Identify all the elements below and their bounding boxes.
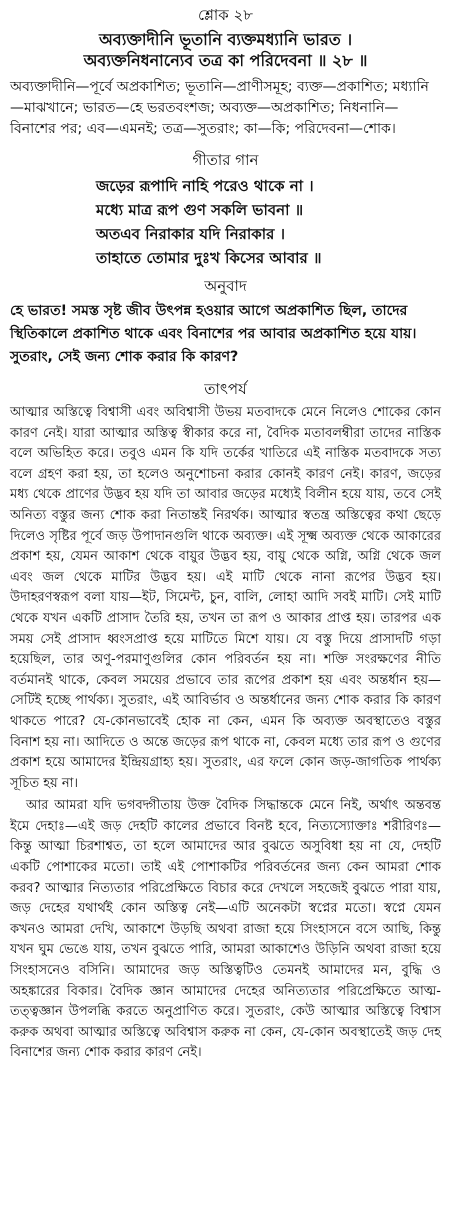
purport-body xyxy=(10,403,441,1064)
verse-line-1: অব্যক্তাদীনি ভূতানি ব্যক্তমধ্যানি ভারত । xyxy=(98,30,353,49)
purport-paragraph: আর আমরা যদি ভগবদ্গীতায় উক্ত বৈদিক সিদ্ধান্তকে মেনে নিই, অর্থাৎ অন্তবন্ত ইমে দেহাঃ—এই জড় দেহটি কালের প্রভাবে বিনষ্ট হবে, নিত্যস্যোক্তাঃ শরীরিণঃ—কিন্তু আত্মা চিরশাশ্বত, তা হলে আমাদের আর বুঝতে অসুবিধা হয় না যে, দেহটি একটি পোশাকের মতো। তাই এই পোশাকটির পরিবর্তনের জন্য কেন আমরা শোক করব? আত্মার নিত্যতার পরিপ্রেক্ষিতে বিচার করে দেখলে সহজেই বুঝতে পারা যায়, জড় দেহের যথার্থই কোন অস্তিত্ব নেই—এটি অনেকটা স্বপ্নের মতো। স্বপ্নে যেমন কখনও আমরা দেখি, আকাশে উড়ছি অথবা রাজা হয়ে সিংহাসনে বসে আছি, কিন্তু যখন ঘুম ভেঙে যায়, তখন বুঝতে পারি, আমরা আকাশেও উড়িনি অথবা রাজা হয়ে সিংহাসনেও বসিনি। আমাদের জড় অস্তিত্বটিও তেমনই আমাদের মন, বুদ্ধি ও অহঙ্কারের বিকার। বৈদিক জ্ঞান আমাদের দেহের অনিত্যতার পরিপ্রেক্ষিতে আত্ম-তত্ত্বজ্ঞান উপলব্ধি করতে অনুপ্রাণিত করে। সুতরাং, কেউ আত্মার অস্তিত্বে বিশ্বাস করুক অথবা আত্মার অস্তিত্বে অবিশ্বাস করুক না কেন, যে-কোন অবস্থাতেই জড় দেহ বিনাশের জন্য শোক করার কারণ নেই। xyxy=(10,798,441,1061)
verse-line-2: অব্যক্তনিধনান্যেব তত্র কা পরিদেবনা ॥ ২৮ ॥ xyxy=(83,51,368,70)
sloka-heading: শ্লোক ২৮ xyxy=(198,6,253,24)
translation-heading: অনুবাদ xyxy=(204,277,247,295)
song-verses xyxy=(96,174,441,270)
purport-paragraph: আত্মার অস্তিত্বে বিশ্বাসী এবং অবিশ্বাসী উভয় মতবাদকে মেনে নিলেও শোকের কোন কারণ নেই। যারা আত্মার অস্তিত্ব স্বীকার করে না, বৈদিক মতাবলম্বীরা তাদের নাস্তিক বলে অভিহিত করে। তবুও এমন কি যদি তর্কের খাতিরে এই নাস্তিক মতবাদকে সত্য বলে গ্রহণ করা হয়, তা হলেও অনুশোচনা করার কোনই কারণ নেই। কারণ, জড়ের মধ্য থেকে প্রাণের উদ্ভব হয় যদি তা আবার জড়ের মধ্যেই বিলীন হয়ে যায়, তবে সেই অনিত্য বস্তুর জন্য শোক করা নিতান্তই নিরর্থক। আত্মার স্বতন্ত্র অস্তিত্বের কথা ছেড়ে দিলেও সৃষ্টির পূর্বে জড় উপাদানগুলি থাকে অব্যক্ত। এই সূক্ষ্ম অব্যক্ত থেকে আকারের প্রকাশ হয়, যেমন আকাশ থেকে বায়ুর উদ্ভব হয়, বায়ু থেকে অগ্নি, অগ্নি থেকে জল এবং জল থেকে মাটির উদ্ভব হয়। এই মাটি থেকে নানা রূপের উদ্ভব হয়। উদাহরণস্বরূপ বলা যায়—ইট, সিমেন্ট, চুন, বালি, লোহা আদি সবই মাটি। সেই মাটি থেকে যখন একটি প্রাসাদ তৈরি হয়, তখন তা রূপ ও আকার প্রাপ্ত হয়। তারপর এক সময় সেই প্রাসাদ ধ্বংসপ্রাপ্ত হয়ে মাটিতে মিশে যায়। যে বস্তু দিয়ে প্রাসাদটি গড়া হয়েছিল, তার অণু-পরমাণুগুলির কোন পরিবর্তন হয় না। শক্তি সংরক্ষণের নীতি বর্তমানই থাকে, কেবল সময়ের প্রভাবে তার রূপের প্রকাশ হয় এবং অন্তর্ধান হয়—সেটিই হচ্ছে পার্থক্য। সুতরাং, এই আবির্ভাব ও অন্তর্ধানের জন্য শোক করার কি কারণ থাকতে পারে? যে-কোনভাবেই হোক না কেন, এমন কি অব্যক্ত অবস্থাতেও বস্তুর বিনাশ হয় না। আদিতে ও অন্তে জড়ের রূপ থাকে না, কেবল মধ্যে তার রূপ ও গুণের প্রকাশ হয়ে আমাদের ইন্দ্রিয়গ্রাহ্য হয়। সুতরাং, এর ফলে কোন জড়-জাগতিক পার্থক্য সূচিত হয় না। xyxy=(10,405,441,791)
word-synonyms: অব্যক্তাদীনি—পূর্বে অপ্রকাশিত; ভূতানি—প্রাণীসমূহ; ব্যক্ত—প্রকাশিত; মধ্যানি—মাঝখানে; ভারত—হে ভরতবংশজ; অব্যক্ত—অপ্রকাশিত; নিধনানি—বিনাশের পর; এব—এমনই; তত্র—সুতরাং; কা—কি; পরিদেবনা—শোক। xyxy=(10,79,429,137)
song-line: অতএব নিরাকার যদি নিরাকার । xyxy=(96,225,285,243)
song-line: মধ্যে মাত্র রূপ গুণ সকলি ভাবনা ॥ xyxy=(96,201,304,219)
song-heading: গীতার গান xyxy=(192,151,259,169)
song-line: তাহাতে তোমার দুঃখ কিসের আবার ॥ xyxy=(96,249,322,267)
song-line: জড়ের রূপাদি নাহি পরেও থাকে না । xyxy=(96,177,314,195)
translation-text: হে ভারত! সমস্ত সৃষ্ট জীব উৎপন্ন হওয়ার আগে অপ্রকাশিত ছিল, তাদের স্থিতিকালে প্রকাশিত থাকে এবং বিনাশের পর আবার অপ্রকাশিত হয়ে যায়। সুতরাং, সেই জন্য শোক করার কি কারণ? xyxy=(10,303,417,365)
purport-heading: তাৎপর্য xyxy=(204,380,247,398)
